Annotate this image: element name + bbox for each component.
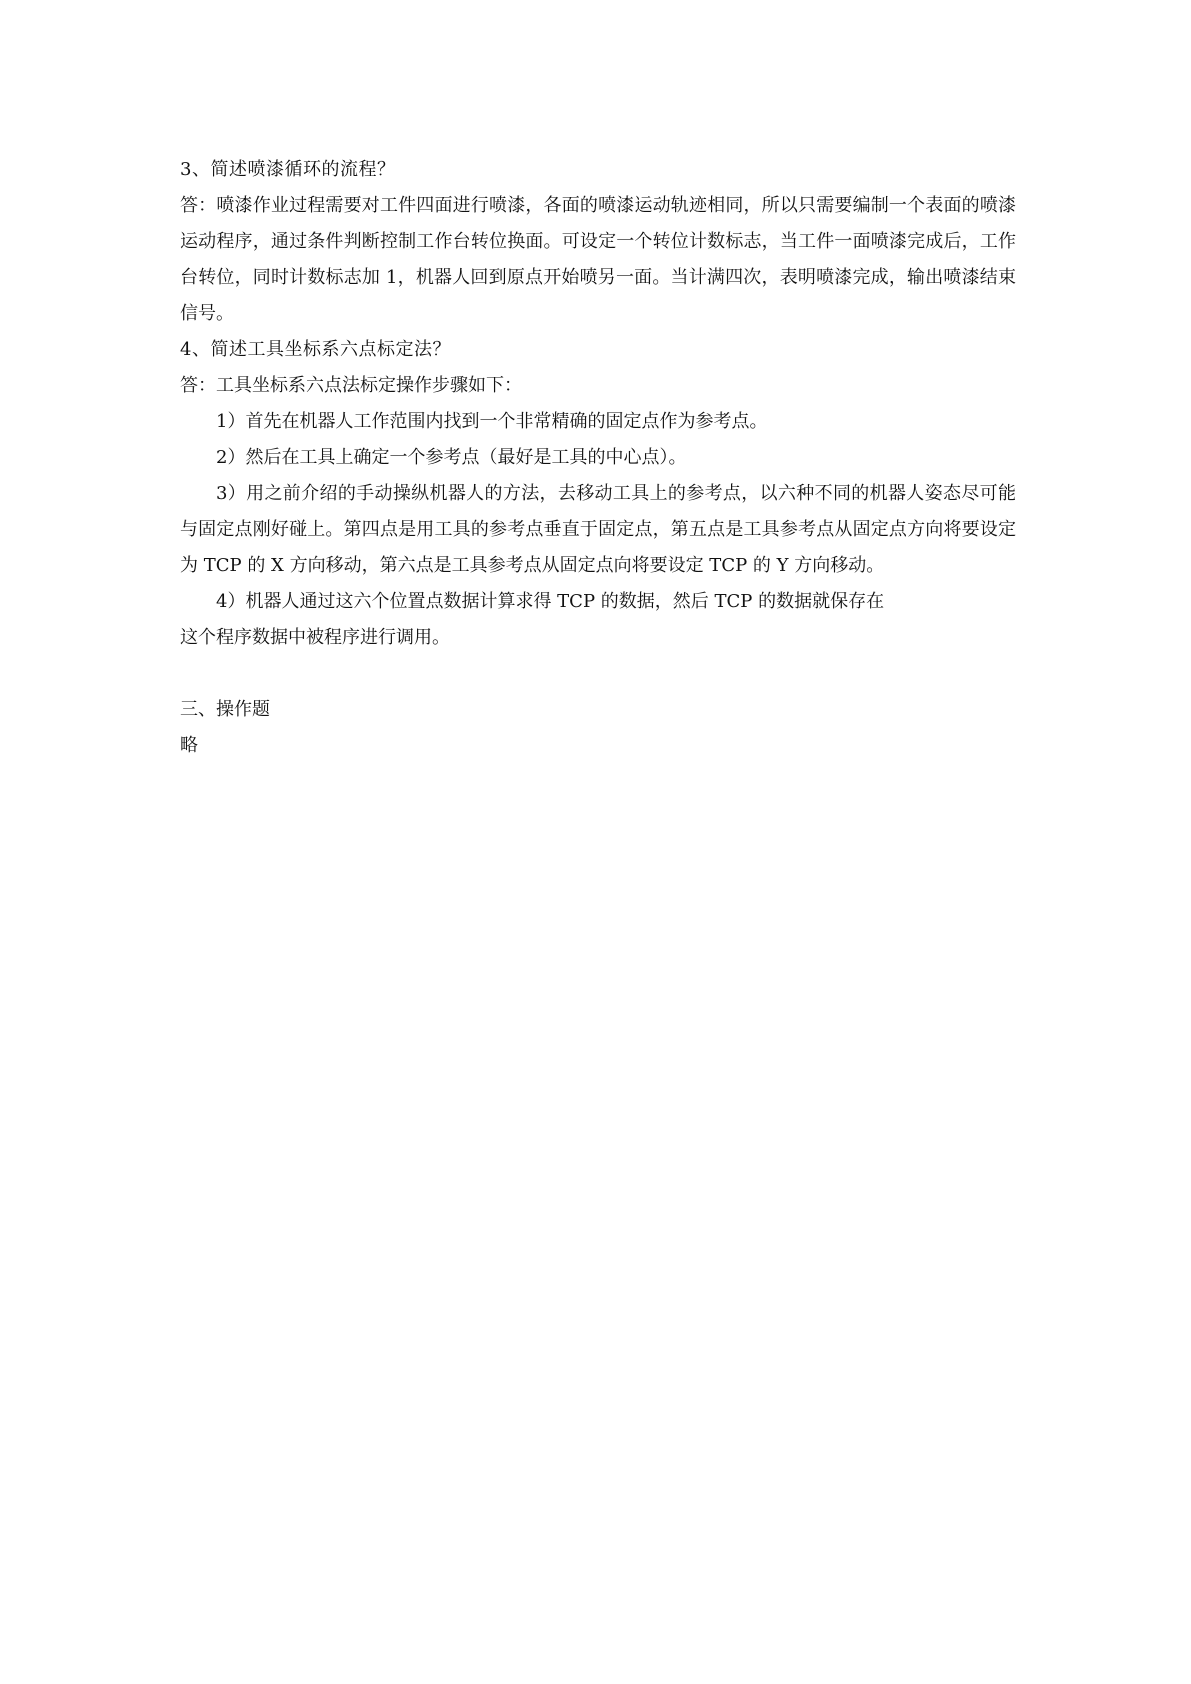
section-3-body: 略 [180, 735, 198, 756]
answer-4-step-4: 4）机器人通过这六个位置点数据计算求得 TCP 的数据，然后 TCP 的数据就保存在 [216, 591, 885, 612]
answer-4-step-2: 2）然后在工具上确定一个参考点（最好是工具的中心点）。 [216, 447, 687, 468]
question-4: 4、简述工具坐标系六点标定法？ [180, 339, 451, 360]
answer-3: 答：喷漆作业过程需要对工件四面进行喷漆，各面的喷漆运动轨迹相同，所以只需要编制一个表面的喷漆运动程序，通过条件判断控制工作台转位换面。可设定一个转位计数标志，当工件一面喷漆完成后，工作台转位，同时计数标志加 1，机器人回到原点开始喷另一面。当计满四次，表明喷漆完成，输出喷漆结束信号。 [180, 195, 1016, 324]
section-spacer [180, 656, 1016, 692]
question-3: 3、简述喷漆循环的流程？ [180, 159, 396, 180]
document-body [180, 152, 1016, 764]
answer-4-step-1: 1）首先在机器人工作范围内找到一个非常精确的固定点作为参考点。 [216, 411, 768, 432]
answer-4-step-3: 3）用之前介绍的手动操纵机器人的方法，去移动工具上的参考点，以六种不同的机器人姿态尽可能与固定点刚好碰上。第四点是用工具的参考点垂直于固定点，第五点是工具参考点从固定点方向将要设定为 TCP 的 X 方向移动，第六点是工具参考点从固定点向将要设定 TCP 的 Y 方向移动。 [180, 483, 1016, 576]
answer-4-step-4-continued: 这个程序数据中被程序进行调用。 [180, 627, 450, 648]
answer-4-intro: 答：工具坐标系六点法标定操作步骤如下： [180, 375, 522, 396]
section-3-title: 三、操作题 [180, 699, 270, 720]
